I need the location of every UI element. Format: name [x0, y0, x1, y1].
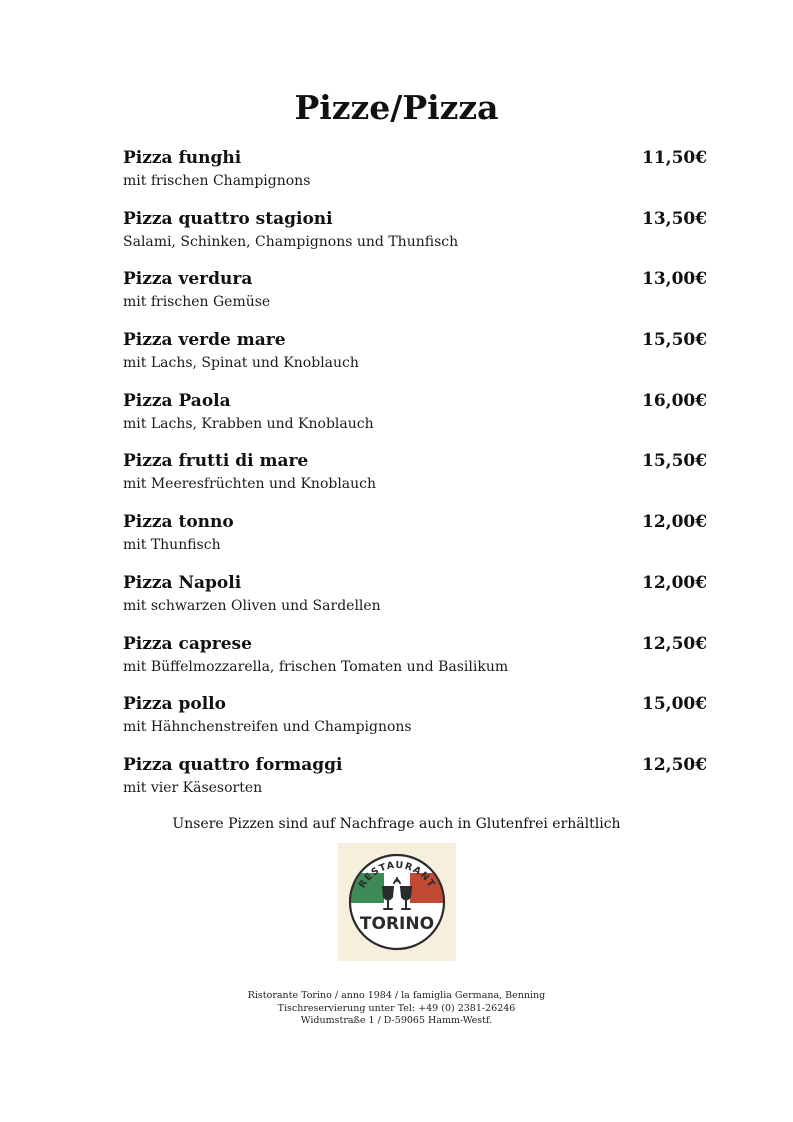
item-description: mit vier Käsesorten	[123, 779, 263, 796]
menu-item	[123, 692, 723, 753]
menu-item	[123, 510, 723, 571]
item-description: mit Lachs, Spinat und Knoblauch	[123, 355, 359, 372]
menu-item	[123, 328, 723, 389]
logo-top-text: RESTAURANT	[356, 859, 438, 891]
menu-item	[123, 753, 723, 814]
item-price: 13,50€	[642, 208, 708, 229]
item-name: Pizza verdura	[123, 269, 253, 290]
item-price: 16,00€	[642, 390, 708, 411]
item-price: 12,00€	[642, 512, 708, 533]
restaurant-logo	[338, 843, 456, 961]
logo-graphic	[338, 843, 456, 961]
item-price: 12,00€	[642, 572, 708, 593]
item-description: mit Thunfisch	[123, 537, 221, 554]
item-name: Pizza quattro formaggi	[123, 754, 343, 775]
item-price: 12,50€	[642, 754, 708, 775]
menu-item	[123, 571, 723, 632]
item-price: 13,00€	[642, 269, 708, 290]
footer-line-1: Ristorante Torino / anno 1984 / la famiglia Germana, Benning	[247, 990, 546, 1001]
item-name: Pizza quattro stagioni	[123, 208, 333, 229]
footer	[0, 990, 793, 1028]
item-description: mit Meeresfrüchten und Knoblauch	[123, 476, 377, 493]
item-name: Pizza pollo	[123, 694, 226, 715]
item-name: Pizza funghi	[123, 148, 242, 168]
item-name: Pizza caprese	[123, 633, 252, 654]
menu-list	[123, 146, 723, 814]
item-price: 15,00€	[642, 694, 708, 715]
footer-line-3: Widumstraße 1 / D-59065 Hamm-Westf.	[300, 1015, 493, 1026]
logo-bottom-text: TORINO	[359, 914, 435, 934]
gluten-free-note: Unsere Pizzen sind auf Nachfrage auch in Glutenfrei erhältlich	[172, 816, 621, 832]
item-description: mit Büffelmozzarella, frischen Tomaten und Basilikum	[123, 658, 509, 675]
item-name: Pizza tonno	[123, 512, 234, 533]
item-description: mit schwarzen Oliven und Sardellen	[123, 597, 381, 614]
menu-item	[123, 207, 723, 268]
item-name: Pizza Napoli	[123, 572, 242, 593]
menu-item	[123, 632, 723, 693]
item-name: Pizza Paola	[123, 390, 231, 411]
item-price: 12,50€	[642, 633, 708, 654]
menu-item	[123, 146, 723, 207]
item-name: Pizza frutti di mare	[123, 451, 309, 472]
menu-item	[123, 389, 723, 450]
item-name: Pizza verde mare	[123, 330, 286, 351]
menu-item	[123, 449, 723, 510]
item-description: mit Hähnchenstreifen und Champignons	[123, 719, 412, 736]
item-price: 15,50€	[642, 451, 708, 472]
item-price: 11,50€	[642, 148, 708, 168]
page-title: Pizze/Pizza	[294, 88, 499, 127]
item-description: mit frischen Gemüse	[123, 294, 271, 311]
item-description: Salami, Schinken, Champignons und Thunfisch	[123, 233, 459, 250]
item-description: mit frischen Champignons	[123, 173, 311, 189]
item-price: 15,50€	[642, 330, 708, 351]
menu-item	[123, 267, 723, 328]
footer-line-2: Tischreservierung unter Tel: +49 (0) 2381-26246	[277, 1002, 516, 1014]
item-description: mit Lachs, Krabben und Knoblauch	[123, 415, 374, 432]
